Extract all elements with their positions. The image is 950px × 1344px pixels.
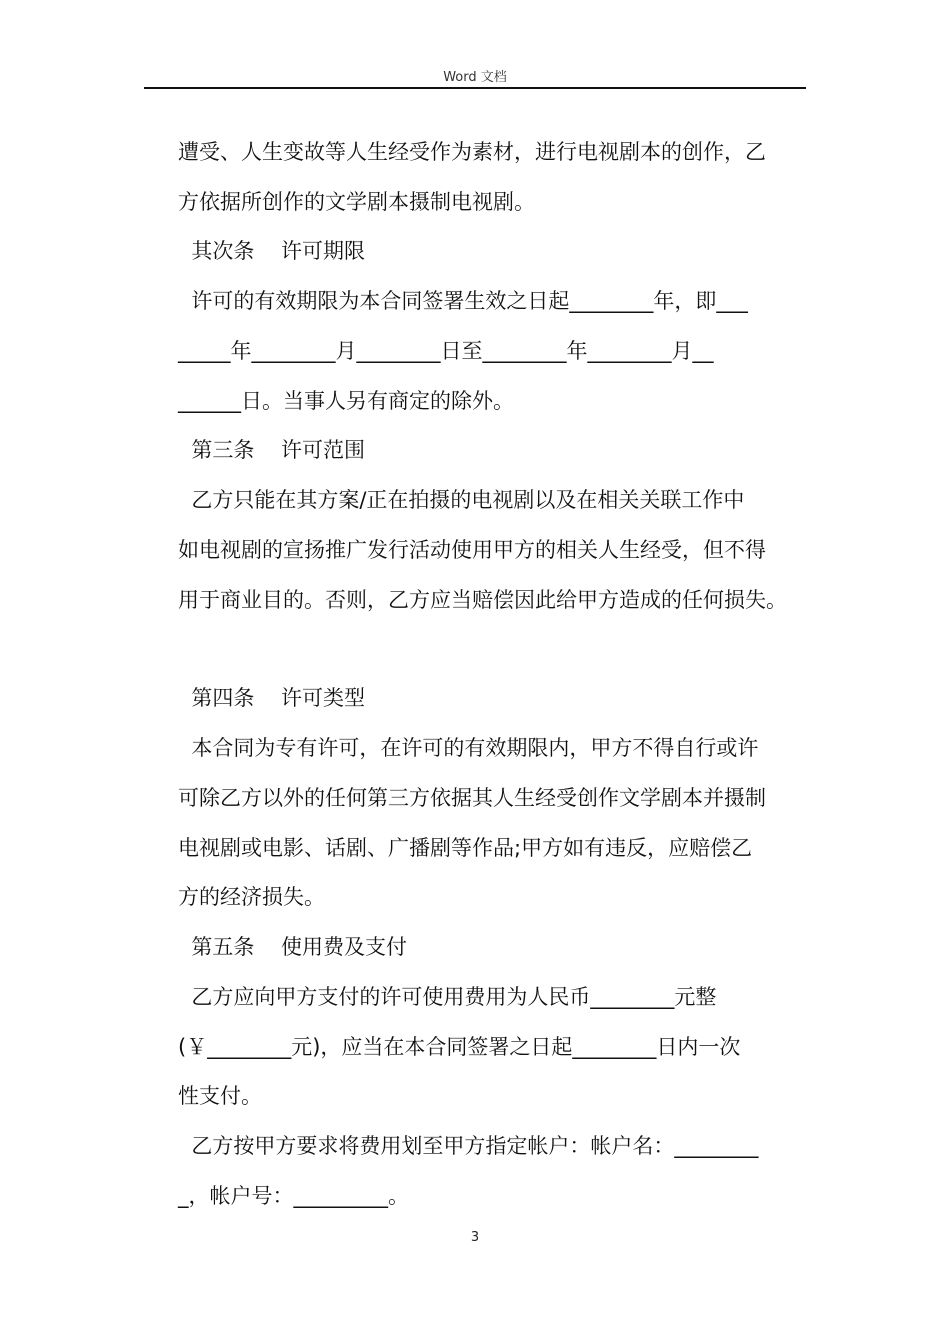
body-line: 如电视剧的宣扬推广发行活动使用甲方的相关人生经受，但不得 [178, 538, 766, 562]
body-line: 方的经济损失。 [178, 885, 325, 909]
article-heading: 第五条 使用费及支付 [178, 935, 408, 959]
body-line: 乙方只能在其方案/正在拍摄的电视剧以及在相关关联工作中 [178, 488, 745, 512]
article-heading: 其次条 许可期限 [178, 239, 366, 263]
body-line: _，帐户号：_________。 [178, 1184, 409, 1208]
page-header-title: Word 文档 [443, 70, 507, 85]
body-line: 电视剧或电影、话剧、广播剧等作品;甲方如有违反，应赔偿乙 [178, 836, 753, 860]
body-line: 方依据所创作的文学剧本摄制电视剧。 [178, 190, 535, 214]
body-line: 乙方应向甲方支付的许可使用费用为人民币________元整 [178, 985, 717, 1009]
page-number: 3 [470, 1230, 480, 1245]
body-line: 本合同为专有许可，在许可的有效期限内，甲方不得自行或许 [178, 736, 759, 760]
body-line: 用于商业目的。否则，乙方应当赔偿因此给甲方造成的任何损失。 [178, 588, 787, 612]
body-line: _____年________月________日至________年________月__ [178, 339, 714, 363]
body-line: 性支付。 [178, 1084, 262, 1108]
body-line: (￥________元)，应当在本合同签署之日起________日内一次 [178, 1035, 741, 1059]
body-line: 可除乙方以外的任何第三方依据其人生经受创作文学剧本并摄制 [178, 786, 766, 810]
body-line: 许可的有效期限为本合同签署生效之日起________年，即___ [178, 289, 748, 313]
header-divider [144, 87, 806, 89]
body-line: 乙方按甲方要求将费用划至甲方指定帐户：帐户名：________ [178, 1134, 759, 1158]
body-line: 遭受、人生变故等人生经受作为素材，进行电视剧本的创作，乙 [178, 140, 766, 164]
article-heading: 第三条 许可范围 [178, 438, 366, 462]
body-line: ______日。当事人另有商定的除外。 [178, 389, 514, 413]
article-heading: 第四条 许可类型 [178, 686, 366, 710]
